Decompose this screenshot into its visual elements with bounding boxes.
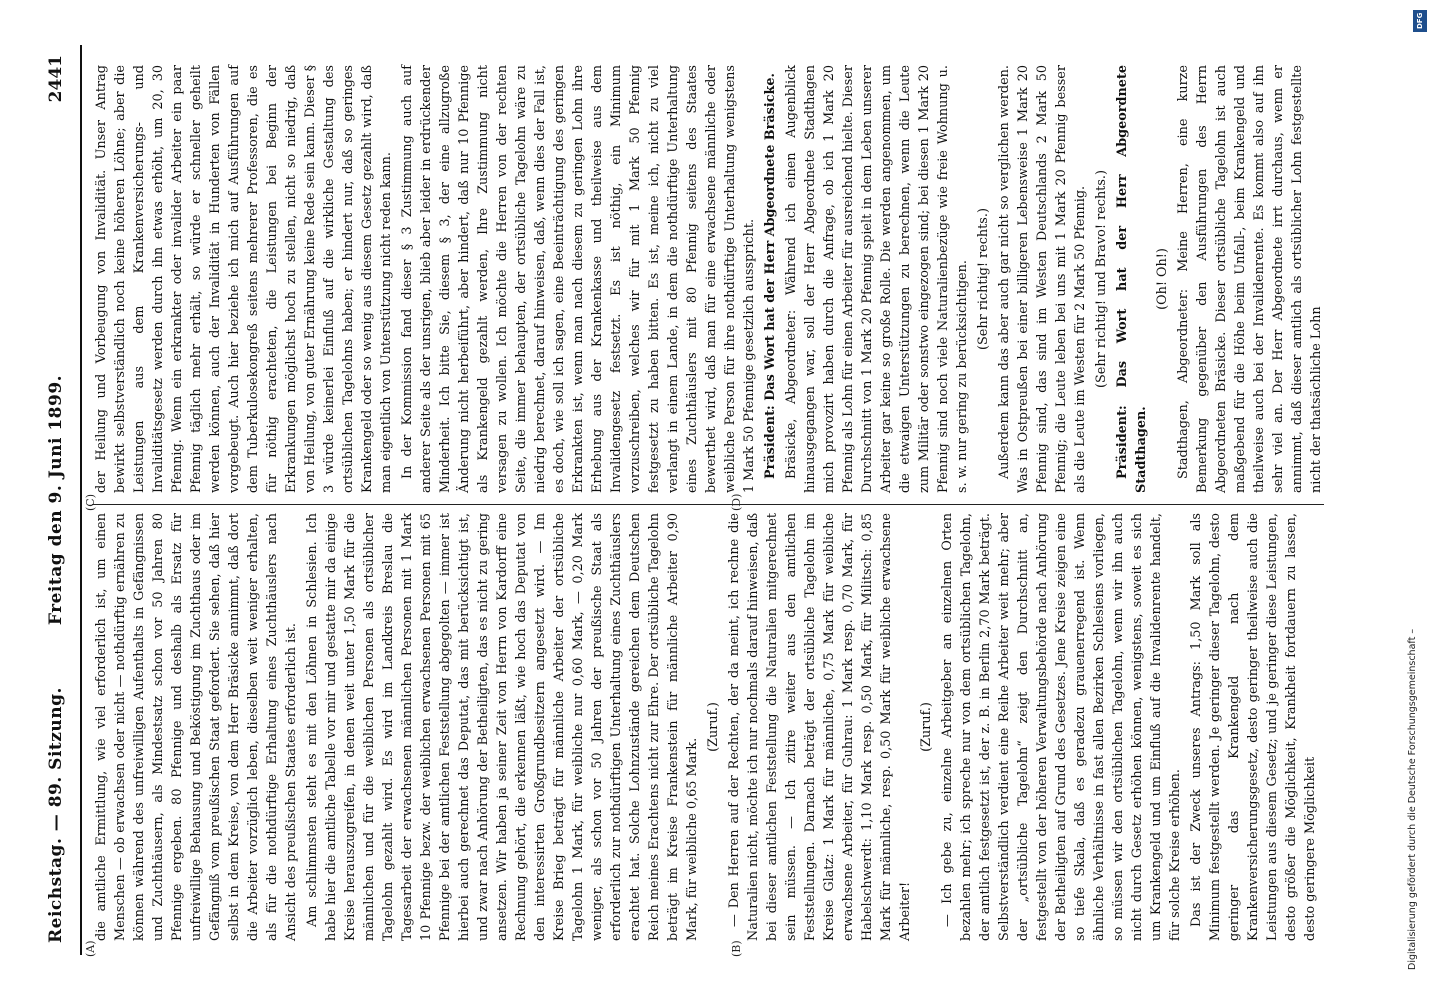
header-rule [80,45,82,955]
right-paragraph: In der Kommission fand dieser § 3 Zustimmung auch auf anderer Seite als der unsrigen, blieb aber leider in erdrückender Minderheit. Ich bitte Sie, diesem § 3, der eine allzugroße Änderung nicht herbeiführt, aber hindert, daß nur 10 Pfennige als Krankengeld gezahlt werden, Ihre Zustimmung nicht versagen zu wollen. Ich möchte die Herren von der rechten Seite, die immer behaupten, der ortsübliche Tagelohn wäre zu niedrig berechnet, darauf hinweisen, daß, wenn dies der Fall ist, es doch, wie soll ich sagen, eine Beeinträchtigung des geringen Erkrankten ist, wenn man nach diesem zu geringen Lohn ihre Erhebung aus der Krankenkasse und theilweise aus dem Invalidengesetz festsetzt. Es ist nöthig, ein Minimum vorzuschreiben, welches wir für mit 1 Mark 50 Pfennig festgesetzt zu haben bitten. Es ist, meine ich, nicht zu viel verlangt in einem Lande, in dem die nothdürftige Unterhaltung eines Zuchthäuslers mit 80 Pfennig seitens des Staates bewerthet wird, daß man für eine erwachsene männliche oder weibliche Person für ihre nothdürftige Unterhaltung wenigstens 1 Mark 50 Pfennige gesetzlich ausspricht. [400,65,757,493]
right-paragraph: Bräsicke, Abgeordneter: Während ich einen Augenblick hinausgegangen war, soll der Herr Abgeordnete Stadthagen mich provozirt haben durch die Anfrage, ob ich 1 Mark 20 Pfennig als Lohn für einen Arbeiter für ausreichend hielte. Dieser Durchschnitt von 1 Mark 20 Pfennig spielt in dem Leben unserer Arbeiter gar keine so große Rolle. Die werden angenommen, um die etwaigen Unterstützungen zu berechnen, wenn die Leute zum Militär oder sonstwo eingezogen sind; bei diesen 1 Mark 20 Pfennig sind noch viele Naturalienbezüge wie freie Wohnung u. s. w. nur gering zu berücksichtigen. [784,65,970,493]
right-column [92,65,1328,493]
page-number: 2441 [46,55,66,103]
left-paragraph: Das ist der Zweck unseres Antrags: 1,50 Mark soll als Minimum festgestellt werden. Je geringer dieser Tagelohn, desto geringer das Krankengeld nach dem Krankenversicherungsgesetz, desto geringer theilweise auch die Leistungen aus diesem Gesetz; und je geringer diese Leistungen, desto größer die Möglichkeit, Krankheit fortdauern zu lassen, desto geringere Möglichkeit [1189,513,1318,941]
right-paragraph: Stadthagen, Abgeordneter: Meine Herren, eine kurze Bemerkung gegenüber den Ausführungen des Herrn Abgeordneten Bräsicke. Dieser ortsübliche Tagelohn ist auch maßgebend für die Höhe beim Unfall-, beim Krankengeld und theilweise auch bei der Invalidenrente. Es kommt also auf ihn sehr viel an. Der Herr Abgeordnete irrt durchaus, wenn er annimmt, daß dieser amtlich als ortsüblicher Lohn festgestellte nicht der thatsächliche Lohn [1176,65,1324,493]
left-paragraph: — Ich gebe zu, einzelne Arbeitgeber an einzelnen Orten bezahlen mehr; ich spreche nur von dem ortsüblichen Tagelohn, der amtlich festgesetzt ist, der z. B. in Berlin 2,70 Mark beträgt. Selbstverständlich verdient eine Reihe Arbeiter weit mehr; aber der „ortsübliche Tagelohn“ zeigt den Durchschnitt an, festgestellt von der höheren Verwaltungsbehörde nach Anhörung der Betheiligten auf Grund des Gesetzes. Jene Kreise zeigen eine so tiefe Skala, daß es geradezu grauenerregend ist. Wenn ähnliche Verhältnisse in fast allen Bezirken Schlesiens vorliegen, so müssen wir den ortsüblichen Tagelohn, wenn wir ihn auch nicht durch Gesetz erhöhen können, wenigstens, soweit es sich um Krankengeld und um Einfluß auf die Invalidenrente handelt, für solche Kreise erhöhen. [940,513,1183,941]
interjection: (Oh! Oh!) [1155,248,1170,310]
speaker-line: Präsident: Das Wort hat der Herr Abgeordnete Stadthagen. [1115,65,1149,493]
header-left-title: Reichstag. — 89. Sitzung. [46,687,66,943]
right-paragraph: der Heilung und Vorbeugung von Invalidität. Unser Antrag bewirkt selbstverständlich noch keine höheren Löhne; aber die Leistungen aus dem Krankenversicherungs- und Invaliditätsgesetz werden durch ihn etwas erhöht, um 20, 30 Pfennig. Wenn ein erkrankter oder invalider Arbeiter ein paar Pfennig täglich mehr erhält, so würde er schneller geheilt werden können, auch der Invalidität in Hunderten von Fällen vorgebeugt. Auch hier beziehe ich mich auf Ausführungen auf dem Tuberkulosekongreß seitens mehrerer Professoren, die es für nöthig erachteten, die Leistungen bei Beginn der Erkrankungen möglichst hoch zu stellen, nicht so niedrig, daß von Heilung, von guter Ernährung keine Rede sein kann. Dieser § 3 würde keinerlei Einfluß auf die wirkliche Gestaltung des ortsüblichen Tagelohns haben; er hindert nur, daß so geringes Krankengeld oder so wenig aus diesem Gesetz gezahlt wird, daß man eigentlich von Unterstützung nicht reden kann. [94,65,394,493]
interjection: (Zuruf.) [919,702,934,752]
digitization-note [1404,20,1422,980]
margin-marker-b: (B) [730,940,743,957]
margin-marker-a: (A) [84,940,97,957]
margin-marker-d: (D) [730,493,743,511]
interjection: (Zuruf.) [706,702,721,752]
interjection: (Sehr richtig! rechts.) [976,208,991,350]
digitization-note-text: Digitalisierung gefördert durch die Deutsche Forschungsgemeinschaft – [1407,628,1418,970]
speaker-line: Präsident: Das Wort hat der Herr Abgeordnete Bräsicke. [763,73,778,479]
document-page [40,45,1350,955]
header-date: Freitag den 9. Juni 1899. [46,374,66,626]
dfg-logo: DFG [1413,10,1427,32]
interjection: (Sehr richtig! und Bravo! rechts.) [1094,170,1109,388]
left-column [92,513,1322,941]
page-header [40,45,84,955]
left-paragraph: — Den Herren auf der Rechten, der da meint, ich rechne die Naturalien nicht, möchte ich nur nochmals darauf hinweisen, daß bei dieser amtlichen Feststellung die Naturalien mitgerechnet sein müssen. — Ich zitire weiter aus den amtlichen Feststellungen. Darnach beträgt der ortsübliche Tagelohn im Kreise Glatz: 1 Mark für männliche, 0,75 Mark für weibliche erwachsene Arbeiter, für Guhrau: 1 Mark resp. 0,70 Mark, für Habelschwerdt: 1,10 Mark resp. 0,50 Mark, für Militsch: 0,85 Mark für männliche, resp. 0,50 Mark für weibliche erwachsene Arbeiter! [727,513,913,941]
column-divider [92,504,1324,505]
left-paragraph: Am schlimmsten steht es mit den Löhnen in Schlesien. Ich habe hier die amtliche Tabelle vor mir und gestatte mir da einige Kreise herauszugreifen, in denen weit unter 1,50 Mark für die männlichen und für die weiblichen Personen als ortsüblicher Tagelohn gezahlt wird. Es wird im Landkreis Breslau die Tagesarbeit der erwachsenen männlichen Personen mit 1 Mark 10 Pfennige bezw. der weiblichen erwachsenen Personen mit 65 Pfennige bei der amtlichen Feststellung abgegolten — immer ist hierbei auch gerechnet das Deputat, das mit berücksichtigt ist, und zwar nach Anhörung der Betheiligten, das es nicht zu gering ansetzen. Wir haben ja seiner Zeit von Herrn von Kardorff eine Rechnung gehört, die erkennen läßt, wie hoch das Deputat von den interessirten Großgrundbesitzern angesetzt wird. — Im Kreise Brieg beträgt für männliche Arbeiter der ortsübliche Tagelohn 1 Mark, für weibliche nur 0,60 Mark, — 0,20 Mark weniger, als schon vor 50 Jahren der preußische Staat als erforderlich zur nothdürftigen Unterhaltung eines Zuchthäuslers erachtet hat. Solche Lohnzustände gereichen dem Deutschen Reich meines Erachtens nicht zur Ehre. Der ortsübliche Tagelohn beträgt im Kreise Frankenstein für männliche Arbeiter 0,90 Mark, für weibliche 0,65 Mark. [305,513,700,941]
right-paragraph: Außerdem kann das aber auch gar nicht so verglichen werden. Was in Ostpreußen bei einer billigeren Lebensweise 1 Mark 20 Pfennig sind, das sind im Westen Deutschlands 2 Mark 50 Pfennig; die Leute leben bei uns mit 1 Mark 20 Pfennig besser als die Leute im Westen für 2 Mark 50 Pfennig. [997,65,1088,493]
left-paragraph: die amtliche Ermittlung, wie viel erforderlich ist, um einen Menschen — ob erwachsen oder nicht — nothdürftig ernähren zu können während des unfreiwilligen Aufenthalts in Gefängnissen und Zuchthäusern, als Mindestsatz schon vor 50 Jahren 80 Pfennige ergeben. 80 Pfennige und deshalb als Ersatz für unfreiwillige Behausung und Beköstigung im Zuchthaus oder im Gefängniß vom preußischen Staat gefordert. Sie sehen, daß hier selbst in dem Kreise, von dem Herr Bräsicke annimmt, daß dort die Arbeiter vorzüglich leben, dieselben weit weniger erhalten, als für die nothdürftige Erhaltung eines Zuchthäuslers nach Ansicht des preußischen Staates erforderlich ist. [94,513,299,941]
margin-marker-c: (C) [84,494,97,511]
